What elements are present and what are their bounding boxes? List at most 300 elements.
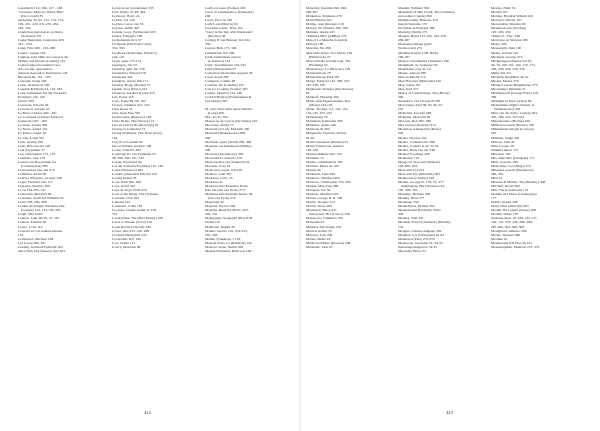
index-entry: Mannderley 70 [306,115,328,120]
index-entry: Messengill, John 190 [491,46,522,51]
index-entry: Loomy Planet 45 [112,175,137,180]
index-entry: Massuccio, Tommaso 250 [306,216,344,221]
index-column-6 [491,6,583,249]
index-entry: Mickey Mouse 279 [491,78,519,83]
index-entry: Marquart, Ver 59 [306,188,331,193]
index-entry: Milioni, John 45 [491,139,515,144]
index-entry: 305, 306, 322, 323-324 [491,115,525,120]
index-entry: Marinus, Pierre de 100 [306,163,339,168]
index-entry: 296-297 [306,10,318,15]
index-entry: 133 [18,232,24,237]
index-entry: Libera, Filippino 186 [112,34,143,39]
index-entry: Luthen, Maarten 143, 146 [205,90,242,95]
index-entry: 294, 341 [205,212,218,217]
index-entry: Maria's kinderen (Rubens) 25 [306,139,349,144]
index-entry: Madonna, Carlo 45 [205,175,233,180]
index-entry: 266, 261 [491,171,504,176]
index-entry: Lund, Sarah 369 [205,74,229,79]
index-entry: Mission & Mulder, The (Bradley) 368 [491,180,546,185]
index-entry: (Shakespeare) 342 [494,107,521,112]
index-entry: Maurmann, Guy de 111 [398,66,432,71]
index-entry: Maisch Frennderi, Ruth von 168 [205,248,252,253]
index-entry: Melcoum Voe (Dirichlet) 303 [398,171,440,176]
index-entry: Lliro Israel 74 [112,107,133,112]
index-entry: Mann ohne Eigenschaften, Der [306,99,351,104]
index-entry: Le Prince, Léger 62 [18,131,47,136]
index-entry: Mitt, The (Cashewak) 172 [491,188,529,193]
index-entry: Rhodesi) 90, 161 - 163 [18,74,51,79]
index-entry: Marsedo, Manfred 205 [306,192,339,197]
index-entry: Millman, Spike 244 [491,135,520,140]
index-entry: Leyden, Lucas van 53 [112,22,144,27]
index-entry: Lord of the Rings, The (Tolkien) [112,192,159,197]
index-entry: Macseth, Jerry 24 [205,163,231,168]
index-entry: Mauray Cmomenied (Vermeer) 196 [398,58,449,63]
index-entry: 193-300, 264 [398,163,417,168]
index-entry: Maitant, Henri 152-166, 194, 278, [398,34,447,39]
index-entry: Max Havelaar (Multatuli) 220 [398,78,441,83]
index-entry: Magritte, Parivet 294 [205,204,236,209]
index-entry: Mies van der Rohe, Ludwig 294, [491,111,538,116]
index-entry: 101 [398,107,404,112]
index-entry: Golombijo) 361 [205,99,228,104]
index-entry: Maison Carrée, Nîmes 329 [205,244,244,249]
index-entry: Landschap met Aaron op Delos [18,30,63,35]
index-entry: ma thilde de Bourges 368 [398,26,435,31]
index-entry: 48, 286, 290, 331, 332 [112,155,144,160]
index-entry: Lycidal Bollasi (Wondermann & [205,95,252,100]
index-entry: Lovesan, Claude Gellée le 330, [112,208,157,213]
index-entry: Menneson (Pies) 275-276 [398,236,435,241]
index-entry: (Fleming) 92 [309,62,328,67]
index-entry: 367 [491,131,497,136]
index-entry: Lasse Schuinken frij der Zuchwid, [18,90,67,95]
index-entry: 327-338, 339 [306,82,325,87]
index-entry: L'Otolul 124 [112,200,131,205]
index-entry: en Leonies Claude) 369 [398,14,432,19]
index-entry: Meheroule (Christie) 198 [398,175,435,180]
index-entry: Mansolée 91 [306,220,325,225]
index-entry: Erasmus) 145, 146 [18,95,45,100]
index-entry: Uleurc 309 [18,99,34,104]
index-entry: Macbeth (Shakespeare) 288, [205,131,246,136]
index-entry: (De Cowell) 35 [21,14,44,19]
index-entry: Midnight in Paris (Allen) 84 [491,99,532,104]
index-entry: Macbeth (Siostakovic) 300 [205,151,244,156]
index-entry: Micresjäger Dubliam 51 [491,86,526,91]
index-entry: Manander 359 [398,200,419,205]
index-entry: Malraux, André 223 [306,30,335,35]
index-column-4 [306,6,398,249]
index-entry: Living Daylights, The, Rive (Glen) [112,131,162,136]
index-entry: Low, Otlain 113 [112,240,135,245]
index-entry: 134-135, 255, 247 [306,111,333,116]
index-entry: Lucia di Lammermoor (Donizetti) [205,10,254,15]
index-entry: Mio, mijn Mio (Lindgren) 171 [491,155,535,160]
index-entry: 84 [306,90,310,95]
index-entry: Leeren van Hoewerken for [18,159,57,164]
index-entry: Macbeth van Rakshpuit (Müller) [205,143,252,148]
index-entry: 192, 201, 229, 231-233, 262, [18,22,60,27]
index-entry: Mudeo, Nazaret 380 [491,232,521,237]
index-entry: Mann, Thomas 111, 116, 119, [306,107,349,112]
index-entry: Midsummer Night's Dream, A [491,103,535,108]
index-entry: M, cine Staat wilht einen Mörder [205,107,253,112]
index-entry: Mayor of Casterbridge, The (Hardy) [398,90,450,95]
index-entry: Manzoni, Pi 293 [306,127,330,132]
index-entry: Lezaak voors. (Verhaeren) 295 [112,30,156,35]
index-entry: Magritte, René 84, 86-61, 263, [205,208,249,213]
index-entry: Macbeth en Lady Macbeth 290 [205,127,250,132]
index-entry: 246 [398,131,404,136]
index-entry: 200, 228, 229, 330, 330 [491,66,525,71]
index-entry: Lope de Vega, Félix 370 [112,188,147,193]
index-entry: Meoulian, Amsterdam (Rofet) [398,127,441,132]
index-entry: Last for Looking (Sonny) 363 [205,86,248,91]
index-entry: Medici, Catharina de' 286 [398,139,435,144]
index-entry: Miserables, Les (Hugo) 373 [491,163,531,168]
index-entry: Limburg, gebr. 62, 256 [112,66,145,71]
index-entry: Lorraine, Clau 293 [112,196,139,201]
index-entry: 126-129 [306,147,318,152]
index-entry: Macbeth, opera (Verdi) 299, 300 [205,139,252,144]
index-entry: Loos, Wim 306, 309 [112,180,142,185]
index-entry: Madonna met kanselier Rolin, De [205,192,253,197]
index-entry: Le oe 184-185, 151 [18,188,46,193]
index-entry: Millennium-trilogie (Larsson) [491,127,534,132]
index-entry: Leconte Jr. George 10 [18,107,50,112]
index-entry: Mendelssohn Bartholdy, Felix [398,208,441,213]
index-entry: Medici, Hans van der 338 [398,147,435,152]
index-entry: Louisiana, Cathe 165 [112,204,143,209]
index-entry: Levinson, Barry 24 [112,14,140,19]
index-entry: Lindeckel 342 [112,74,133,79]
index-entry: Léger, Fernand 146, 117 [18,180,53,185]
index-entry: Mercendrin, Maurice 90 [491,22,526,27]
index-entry: Macdonaldo, Antonia 278 [205,155,242,160]
index-entry: Markevic, Manfred 202 [306,175,340,180]
index-entry: Loveand Heerlgicht 245 [112,232,147,237]
index-entry: Louis Ravision Spotify 285 [112,224,152,229]
index-entry: 263, 334 [18,26,31,31]
index-entry: matelu Sideome 137 [398,22,428,27]
index-entry: (Jan van Eyck) 274 [208,196,236,201]
index-entry: Lichtpaan (Die Kuir, Claes) [112,42,152,47]
index-entry: Lovelymbel, The (Hutt Beenet) 199 [112,216,163,221]
index-entry: LeWitt, Sol 139 [112,18,135,23]
index-entry: Lüne (Woldschull) 97 [205,66,237,71]
index-entry: Le Nôtre, André 332 [18,127,48,132]
index-entry: Mardeg, Hendrik Willem 229 [491,14,533,19]
index-entry: Maria Vrederrous, martina [306,143,344,148]
index-entry: Lean, lersing 106 [18,139,43,144]
index-entry: Liedboek (Kanzonini, Petrarca) [112,50,157,55]
index-entry: 332, 350 [112,46,125,51]
index-entry: Milky Ma 311 [491,70,512,75]
index-entry: Miss 51 [491,175,503,180]
index-entry: mazurka's, van Chopin 87-88 [398,99,440,104]
index-entry: Macaulay, David 77 [205,123,234,128]
index-entry: Lasse, Orlando di 196 [18,82,50,87]
index-entry: Menscoser, Gerardus 32, 34-35 [398,240,443,245]
index-entry: Mendes, Sam 347 [398,216,424,221]
index-entry: Mansfield of Min Chalk, The (Christiae [398,10,455,15]
index-entry: Lolita (Nabokov) 283 [112,167,143,172]
index-entry: Marple, Miss Jane 289 [306,184,339,189]
index-entry: Levi, Primo 47-48, 364 [112,10,146,15]
index-entry: "Lead into Mass ris Wand, Hier" [18,10,65,15]
index-entry: 162 [112,135,118,140]
index-entry: Leicn 203, 209, 308 [18,200,47,205]
index-entry: Le Brun, Charles 200 - 201 [18,111,57,116]
index-entry: Mauglham, W. Somerset 92 [398,62,438,67]
index-entry: Mitchell, David 369 [491,184,520,189]
index-entry: Mevrouw de Sévigné 186 [491,38,528,43]
index-entry: Pad, De (Jan van Eyck) 274 [205,188,245,193]
index-entry: Melcoum 213-214 [398,167,425,172]
index-entry: (Beatles) 38 [208,34,226,39]
page-gutter [299,0,301,431]
index-entry: Laveraun, Nevcke 34 [18,103,49,108]
index-entry: moderne mare 10, 239, 135-137, [491,216,538,221]
index-entry: Lucia te Wiaaue (Sotot) 210 [112,220,152,225]
index-entry: Michaels, George 373 [491,54,523,59]
index-entry: 61-62 [306,135,315,140]
index-entry: Mattes, Heins 24 [306,236,331,241]
index-entry: Maskew, Nils Kamp 232 [306,224,342,229]
index-entry: McLean, Don 385, 386 [398,119,431,124]
index-entry: Manaulovec, Le (Bouvier) 118 [306,66,350,71]
index-entry: Main & Orsis, Le (Rabelais) 145 [205,240,252,245]
index-entry: Livest), Johnnies 215, 225 [112,103,150,108]
index-entry: Lully, Jean Baptiste 334-345 [205,62,246,67]
index-entry: minimal music 171 [491,147,519,152]
index-entry: Lanzer, Joseph 166 [18,50,46,55]
index-entry: Medee (Yoozhen) 208 [398,151,430,156]
index-entry: Lonisais, De (Camões) 145 [205,82,244,87]
index-entry: Merlijn 167 [491,10,508,15]
index-entry: 348 [398,212,404,217]
index-entry: Lucht en water (Escher) 263 [205,6,246,10]
index-entry: Malmo, aren (Rocket) 218 [306,22,344,27]
index-entry: Mahler und Persist (Lessing) 161 [18,58,66,63]
index-entry: Marinetti 72 [306,155,324,160]
index-entry: Modern Times 176 [491,212,518,217]
index-entry: Loeser, Raymond 90 [112,159,142,164]
index-entry: Lichtenstein, Roy 97 [112,38,142,43]
index-entry: Lucretius Carus, Titus 162 [205,26,243,31]
index-entry: Medici, Cosimo te de' 32-34 [398,143,439,148]
index-entry: Lessing, Gotthold Ephraim 162 [18,244,63,249]
index-entry: 129, 203, 256 [491,30,511,35]
index-entry: Leiden des jungen Werthers, Die [18,204,65,209]
index-entry: Locke, John 63, 263 [112,147,141,152]
index-entry: martyrium, Het (Castor) 236 [309,212,350,217]
index-entry: Leel Zeypeihist 37 [18,147,45,152]
index-entry: Darion) 168 [306,42,324,47]
index-column-1 [18,6,110,253]
index-entry: Modell, By Lasseil (Nesse) 209 [491,208,537,213]
index-entry: MacLaren, Gerid 120-126 [205,167,243,172]
index-entry: Maagd op de weavis (De Wisse) 216 [205,119,258,124]
index-entry: Matthias Pariser (J.B. Bach) [398,50,439,55]
index-entry: Martin, Silvie 200 [306,204,332,209]
index-entry: Wochowski) 274 [398,46,423,51]
index-entry: Mathi and Hathe (Koewet) 238 [306,240,351,245]
index-entry: Lof der Zotheid (Erasmus) 145, 146 [112,163,164,168]
index-entry: Madonna 41 [205,180,223,185]
index-entry: Maddox, John 207 [205,171,232,176]
index-entry: Lite and Zecht De (Revertgh) 91 [112,123,159,128]
index-entry: 366 [398,95,404,100]
index-entry: Lelfshina, André 90 [18,171,47,176]
index-entry: 295-300, 303, 306, 308 [491,224,525,229]
index-entry: Lenoret, Étienne 40 [18,220,47,225]
index-entry: Mercadeo Beloo 32 [398,248,426,253]
index-entry: Medea, Nicolas 194 [398,135,427,140]
index-entry: Le Guin, Ursula 369 [18,123,48,128]
index-entry: Mercator, Olivier 107 [491,18,522,23]
index-entry: Marina 90 [306,167,321,172]
index-entry: Massini, Edmund 306 [398,6,430,10]
index-entry: 190, 290, 305 [398,188,418,193]
index-entry: Malory, Sir Thomas 166, 168 [306,26,348,31]
index-entry: 177 [491,196,497,201]
index-entry: Ligeligen, Jon 53 [112,62,137,67]
index-entry: Manet, Édouard 125, 289, 307, [306,78,351,83]
index-entry: Leemans, Jaap 179 [18,155,46,160]
index-entry: Machiby (Dalli) 273 [398,30,428,35]
index-entry: Martin, Jacques 174 [306,200,335,205]
index-entry: Mandelsmoue 78 [306,70,331,75]
index-entry: Lipmal Tvos (Puerto) 94 [112,86,148,91]
index-entry: Lugosi, Béla 175, 349 [205,46,237,51]
index-entry: Markland, Lisia 299 [306,171,335,176]
index-entry: 196-187 [398,54,410,59]
index-entry: Lasky Benjamin, Gregoriae 203, [18,38,65,43]
index-entry: Mea Orcate (Kensaar) 314 [398,123,436,128]
index-entry: Massary, Joan 240 [306,232,333,237]
index-entry: 149, 147, 235, 240, 286, 289, [491,220,533,225]
index-entry: (Goethe) 124, 133-135, 283 [21,208,61,213]
index-column-3 [205,6,297,253]
index-entry: Adriaan Aenouit to Pelyalexse 128 [18,70,68,75]
index-entry: Lowry, Malcolm 98 [112,244,141,249]
index-entry: Lissabon, Aardbevig land 216 [112,90,155,95]
index-entry: Mahbram, Nagith 36 [205,224,235,229]
index-entry: Little Nemo, The (Dowey) 16 [112,119,155,124]
index-entry: Ludwig II van Beieren 310-322, [205,38,251,43]
index-entry: Londen (onderdaas Haydn) 162 [112,171,158,176]
index-entry: Martinson, Harry 231 [306,208,337,213]
index-entry: McKellen, Ian 343-348 [398,111,432,116]
index-entry: Lechnine, Gottfried Wilhelm 65 [18,196,64,201]
index-entry: Les n aeni 360, 307 [18,240,46,245]
index-entry: 255, 266 [205,232,218,237]
index-entry: Malkamot, Stéphane 279 [306,14,342,19]
index-entry: Mankoff, Henning 290 [306,95,339,100]
index-entry: 44, 79, 160-161, 162, 176, 175, [491,62,536,67]
index-entry: Manutius, Aldus 146 [306,123,336,128]
index-entry: Leven te zet (Grosmann) 335 [112,6,154,10]
index-entry: Mobiüs and Maiss (Gramorphe) [491,192,537,197]
index-entry: Leigh, Mitch 205 [18,212,43,217]
index-entry: Mahler Symphony 1 152 [205,236,241,241]
index-entry: Mataasinscaldaga (gebr. [398,42,433,47]
index-entry: Man with the Golden Gun, The [306,58,351,63]
index-entry: Milfield Garnem (Escher) 160 [491,123,535,128]
index-entry: Weill) 110 [205,220,220,225]
index-entry: lettre Web, Dal (Reeson 3pr) 304 [18,248,65,253]
index-entry: Jeanneret) 207 - 209 [18,119,48,124]
index-entry: Landgren, Colkhe 48 [205,78,236,83]
index-entry: Lang, Fritz 206 - 216, 290 [18,46,56,51]
index-entry: Afo 1o1mn, Appunalon, [18,66,53,71]
index-entry: Misslaud wizette (Beethoven) [491,167,534,172]
index-entry: Leyster, Judith 305 [112,26,140,31]
index-entry: Meninas, Las (Velázquez) 61-63 [398,232,445,237]
index-entry: mobila pickha 328 [491,200,518,205]
index-entry: Llyod Webber, Andrew 196 [112,143,152,148]
index-entry: Lady Lada (Morris) 93 [205,22,238,27]
index-entry: Larsaum, Serge 203 [18,78,47,83]
index-entry: Liverpool Cathedral 72 [112,127,146,132]
index-entry: 366 [491,95,497,100]
index-entry: Lazarlist 61 f.4: 166, 167 - 168 [18,6,63,10]
index-entry: Malevitsj, Kazimir 292, 296, [306,6,347,10]
index-entry: Modigliani, Amedeo 296 [491,228,527,233]
index-entry: (Hitchcock) 70 [309,54,331,59]
index-entry: mensensporingerrote 34-35 [398,244,437,249]
index-entry: Lefévre d'Étaples, Jacques 248 [18,175,62,180]
index-entry: Mente, Gabriel 101 [491,50,519,55]
index-entry: Lustration Strantomia Augusti 29 [205,70,253,75]
index-entry: Mini Cooper 39 [491,143,514,148]
index-entry: "Lucy in the Sky with Diamonds" [205,30,254,35]
index-entry: (Commiyanis) 283 [21,163,48,168]
index-entry: Mandig, Hans 377 [398,196,425,201]
index-entry: landschap 34, 62, 152, 154, 174, [18,18,65,23]
index-entry: Lloyd's of Londen 62 [112,139,143,144]
index-entry: Lanhaur aabe Dhin du Concerts der [18,54,69,59]
index-entry: Lodewijk xiv van Frankrijk 25, [112,151,157,156]
index-entry: Loos, Adolf 305 [112,184,136,189]
index-entry: Maloidie, Herman 209 [398,192,431,197]
index-entry: Manhattan Transfer (Dos Passos) [306,86,354,91]
index-entry: Madonna met Kanselier Rolin [205,184,248,189]
index-entry: Mansfield, Katherine 348 [306,119,343,124]
index-entry: Mendelsplaz, Driekel 362 [398,204,435,209]
index-entry: Marino, Giambattista 183 [306,159,343,164]
index-entry: Lukermann, Rat 296 [205,50,235,55]
index-entry: Mandelsmoue Park 161 [306,74,340,79]
index-entry: Maestrum 20 [205,200,224,205]
index-entry: Lower, Alts 255, 256, 288 [112,228,149,233]
index-entry: Mauanier, John 45 [306,244,333,249]
index-entry: "Mamma Mia! (ABBA) 370 [306,34,347,39]
index-entry: Moby Dick (Melville) 365 [491,204,529,209]
index-entry: Michelin uitsightini 40, 41 [491,74,529,79]
index-entry: Leeuwarden, kist aux 279 [18,167,55,172]
index-entry: Mahnettes 119 [398,155,419,160]
index-entry: Legrante, Pierrina 300 [18,184,50,189]
index-entry: Mahler, Gustav 132, 232-233, [205,228,248,233]
index-entry: (Musil) 134-135 [309,103,333,108]
index-entry: Lenyo, Lotte 110 [18,224,43,229]
index-entry: Michelangelo Buonarroti 43, [491,58,533,63]
index-entry: Lennon, John 38, 95, 37, 101 [18,216,60,221]
index-entry: Mammotantik, Hastella 314 [398,18,438,23]
